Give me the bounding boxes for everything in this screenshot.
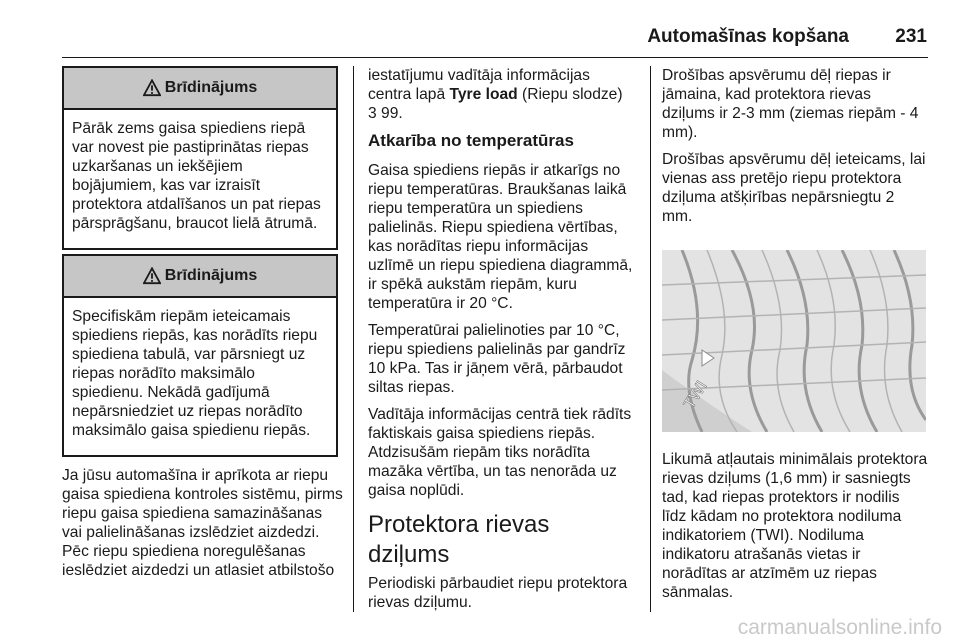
warning-box-1 [62, 66, 338, 250]
column-divider-1 [353, 66, 354, 612]
watermark: carmanualsonline.info [737, 616, 942, 639]
column-3-bottom [662, 450, 928, 610]
temperature-heading: Atkarība no temperatūras [368, 131, 574, 150]
warning-title: Brīdinājums [164, 79, 258, 96]
chapter-title: Automašīnas kopšana [647, 26, 849, 47]
warning-header [64, 256, 336, 298]
continued-text-after: (Riepu slodze) [517, 86, 623, 103]
warning-title: Brīdinājums [164, 267, 258, 284]
tread-difference-paragraph: Drošības apsvērumu dēļ ieteicams, lai vienas ass pretējo riepu protektora dziļuma atšķirības nepārsniegtu 2 mm. [662, 151, 926, 225]
warning-text: Specifiskām riepām ieteicamais spiediens riepās, kas norādīts riepu spiediena tabulā, var pārsniegt uz riepas norādīto maksimālo spiedienu. Nekādā gadījumā nepārsniedziet uz riepas norādīto maksimālo gaisa spiedienu riepās. [72, 308, 318, 439]
column-divider-2 [650, 66, 651, 612]
warning-box-2 [62, 254, 338, 457]
page-ref: 99. [376, 105, 403, 122]
page-header [0, 26, 927, 56]
page-number: 231 [895, 26, 927, 47]
tread-depth-heading: Protektora rievas dziļums [368, 511, 550, 568]
page-ref-arrow-icon: 3 [368, 105, 377, 122]
temperature-paragraph-1: Gaisa spiediens riepās ir atkarīgs no riepu temperatūras. Braukšanas laikā riepu temperatūra un spiediens palielinās. Riepu spiediena vērtības, kas norādītas riepu informācijas uzlīmē un riepu spiediena diagrammā, ir spēkā aukstām riepām, kuru temperatūra ir 20 °C. [368, 162, 633, 312]
twi-paragraph: Likumā atļautais minimālais protektora rievas dziļums (1,6 mm) ir sasniegts tad, kad riepas protektors ir nodilis līdz kādam no protektora nodiluma indikatoriem (TWI). Nodiluma indikatoru atrašanās vietas ir norādītas ar atzīmēm uz riepas sānmalas. [662, 451, 928, 601]
temperature-paragraph-3: Vadītāja informācijas centrā tiek rādīts faktiskais gaisa spiediens riepās. Atdzisušām riepām tiks norādīta mazāka vērtība, un tas nenorāda uz gaisa noplūdi. [368, 406, 632, 499]
tyre-tread-illustration [662, 250, 926, 432]
menu-item-tyre-load: Tyre load [449, 86, 518, 103]
tpms-paragraph: Ja jūsu automašīna ir aprīkota ar riepu gaisa spiediena kontroles sistēmu, pirms riepu gaisa spiediena samazināšanas vai palielināšanas izslēdziet aizdedzi. Pēc riepu spiediena noregulēšanas ieslēdziet aizdedzi un atlasiet atbilstošo [62, 467, 343, 579]
twi-marking: TWI [680, 378, 711, 413]
tread-depth-paragraph: Periodiski pārbaudiet riepu protektora rievas dziļumu. [368, 575, 628, 611]
warning-icon [143, 267, 161, 285]
column-1-text [62, 466, 344, 588]
continued-text: iestatījumu vadītāja informācijas centra lapā [368, 67, 590, 103]
temperature-paragraph-2: Temperatūrai palielinoties par 10 °C, riepu spiediens palielinās par gandrīz 10 kPa. Tas ir jāņem vērā, pārbaudot siltas riepas. [368, 322, 626, 396]
continued-paragraph [368, 66, 636, 123]
warning-header [64, 68, 336, 110]
warning-icon [143, 79, 161, 97]
warning-text: Pārāk zems gaisa spiediens riepā var novest pie pastiprinātas riepas uzkaršanas un iekšējiem bojājumiem, kas var izraisīt protektora atdalīšanos un pat riepas pārsprāgšanu, braucot lielā ātrumā. [72, 120, 321, 232]
header-rule [62, 57, 928, 58]
column-3 [662, 66, 928, 234]
tread-replace-paragraph: Drošības apsvērumu dēļ riepas ir jāmaina, kad protektora rievas dziļums ir 2-3 mm (ziemas riepām - 4 mm). [662, 67, 919, 141]
column-2 [368, 66, 636, 620]
